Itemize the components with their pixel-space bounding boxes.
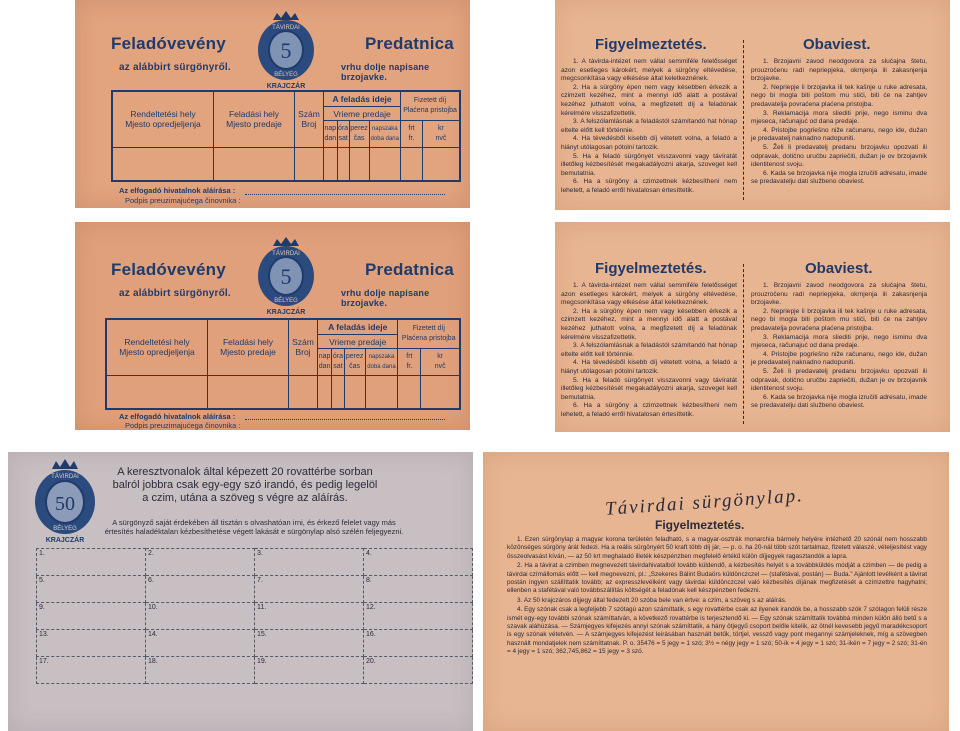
word-cell[interactable]: 18. xyxy=(146,657,255,684)
word-cell[interactable]: 1. xyxy=(37,549,146,576)
signature-line[interactable] xyxy=(245,419,445,420)
letter-text: 1. Ezen sürgönylap a magyar korona területén feladható, s a magyar-osztrák monarchia bármely helyére intézhető 20 szónál nem hosszabb közönséges sürgöny árát fedezi. Ha a reális sürgönyért 50 kraft több díj jár, — p. o. ha 20-nál több szót tartalmaz, fizetett válaszé, vételjesítést vagy összeolvasást kíván, — az 50 krt meghaladó illeték készpénzben megfelelő értékű külön díjjegyek ragasztandók a lapra. 2. Ha a távirat a czimben megnevezett távirdahivatalból tovább küldendő, a kézbesítés helyét s a továbbküldés módját a czimben — de pedig a távirdai czímállomás előtt — kell megnevezni, pl.: „Szekeres Bálint Budaörs küldönczczel — (stafétával, postán) — Buda." Ajánlott levélként a távirat postán ingyen szállíttatik tovább; az expresszlevélként vagy távirdai küldönczczel való kézbesítés díjának megfizetését a czímzettre hagyhatni; ellenben a stafétával való továbbszállítás költségét a feladónak kell készpénzben fedezni. 3. Az 50 krajczáros díjjegy által fedezett 20 szóba bele van értve: a czím, a szöveg s az aláírás. 4. Egy szónak csak a legfeljebb 7 szótagú azon számíttatik, s egy rovattérbe csak az ilyenek irandók be, a hosszabb szók 7 szótagon felüli része ismét egy-egy további szónak számíttatván, a következő rovattérbe is terjesztendő ki. — Egy szónak számíttatik továbbá minden külön álló betű s a szavak aláhúzása. — Számjegyes kifejezés annyi szónak számíttatik, a hány ötjegyű csoport belőle kitelik, az ötnél kevesebb jegyű maradékcsoport is egy szónak vétetvén. — A számjegyes kifejezést leirásában használt betűk, törtjel, vessző vagy pont megannyi számjeleknek, míg a szövegben használt mondatjelek nem számíttatnak. P. o. 35476 = 5 jegy = 1 szó; 3½ = négy jegy = 1 szó; 50-ik = 4 jegy = 1 szó; 31-ikén = 7 jegy = 2 szó; 31-én = 4 jegy = 1 szó; 362,745,862 = 15 jegy = 3 szó. xyxy=(507,536,927,656)
word-cell[interactable]: 11. xyxy=(255,603,364,630)
stamp-seal-icon xyxy=(255,10,317,90)
word-cell[interactable]: 5. xyxy=(37,576,146,603)
seal-value: 5 xyxy=(280,38,292,63)
seal-bottom-text: BÉLYEG xyxy=(53,526,77,532)
warning-title-hu: Figyelmeztetés. xyxy=(595,260,707,277)
warning-card-1 xyxy=(555,0,950,210)
word-cell[interactable]: 13. xyxy=(37,630,146,657)
seal-top-text: TÁVIRDAI xyxy=(272,251,300,257)
form-note: A sürgönyző saját érdekében áll tisztán s olvashatóan irni, és érkező felelet vagy más értesítés haladéktalan kézbesíthetése végett lakását e sürgönylap alsó szélén feljegyezni. xyxy=(104,518,404,536)
receipt-card-1 xyxy=(75,0,470,208)
form-cell[interactable] xyxy=(295,147,324,181)
title-hr: Predatnica xyxy=(365,260,454,279)
word-cell[interactable]: 16. xyxy=(364,630,473,657)
col-fee-hu: Fizetett díj xyxy=(413,96,447,104)
signature-line[interactable] xyxy=(245,194,445,195)
col-origin-hu: Feladási hely xyxy=(228,109,280,120)
subtitle-hu: az alábbirt sürgönyről. xyxy=(119,62,231,73)
seal-currency: KRAJCZÁR xyxy=(266,309,306,316)
word-cell[interactable]: 2. xyxy=(146,549,255,576)
seal-value: 5 xyxy=(280,264,292,289)
form-cell[interactable] xyxy=(214,147,295,181)
col-destination-hu: Rendeltetési hely xyxy=(130,109,196,120)
title-hu: Feladóvevény xyxy=(111,34,226,53)
word-cell[interactable]: 12. xyxy=(364,603,473,630)
seal-bottom-text: BÉLYEG xyxy=(274,298,298,304)
title-hu: Feladóvevény xyxy=(111,260,226,279)
warning-title-hu: Figyelmeztetés. xyxy=(595,36,707,53)
word-cell[interactable]: 9. xyxy=(37,603,146,630)
word-cell[interactable]: 7. xyxy=(255,576,364,603)
column-divider xyxy=(743,40,744,200)
seal-top-text: TÁVIRDAI xyxy=(51,474,79,480)
warning-text-hr: 1. Brzojavni zavod neodgovora za slučajna štetu, prouzročenu radi nepriepjeka, okrnjenja ili zakasnjenja brzojavke. 2. Nepriepje li brzojavka ili tek kašnje u ruke adresata, nego bi mogla biti poštom mu stići, biti će na zahtjev predavatelja povraćena plaćena pristojba. 3. Reklamacija mora sliediti prije, nego isminu dva mjeseca, računajuć od dana predaje. 4. Pristojbe pogriešno niže računanu, nego ide, dužan je predavatelj naknadno nadopuniti. 5. Želi li predavatelj predanu brzojavku opozvati ili odpravak, dotično uručbu zapriečiti, dužan je ov brzojavnik identitenost svoju. 6. Kada se brzojavka nije mogla izručiti adresatu, imade se predavatelju dati službeno obaviest. xyxy=(751,58,927,186)
word-cell[interactable]: 14. xyxy=(146,630,255,657)
form-cell[interactable] xyxy=(112,147,214,181)
col-time-hu: A feladás ideje xyxy=(332,94,392,105)
seal-bottom-text: BÉLYEG xyxy=(274,72,298,78)
warning-text-hu: 1. A távirda-intézet nem vállal semmiféle felelősséget azon esetleges károkért, melyek a sürgöny eltévedése, megcsonkítása vagy elkésése által keletkeznének. 2. Ha a sürgöny épen nem vagy késebben érkezik a czimzett kezéhez, mint a mennyi idő alatt a postával kezéhez juthatott volna, a megfizetett díj a feladónak kérelmére visszafizettetik. 3. A felszólamlásnak a feladástól számítandó hat hónap eltelte előtt kell történnie. 4. Ha tévedésből kisebb díj vétetett volna, a feladó a hiányt utólagosan pótolni tartozik. 5. Ha a feladó sürgönyét visszavonni vagy távíratát illetőleg kézbesítését megakadályozni akarja, szoveget kell bemutatnia. 6. Ha a sürgöny a czimzettnek kézbesítheni nem lehetett, a feladó erről hivatalosan értesíttetik. xyxy=(561,282,737,418)
signature-label-hr: Podpis preuzimajućega činovnika : xyxy=(125,196,241,205)
subtitle-hr: vrhu dolje napisane brzojavke. xyxy=(341,62,430,82)
letter-title: Távirdai sürgönylap. xyxy=(604,485,805,520)
col-number-hr: Broj xyxy=(301,119,317,130)
telegram-letter-card xyxy=(483,452,949,731)
seal-currency: KRAJCZÁR xyxy=(266,83,306,90)
form-cell[interactable] xyxy=(106,375,208,409)
form-cell[interactable] xyxy=(289,375,318,409)
subtitle-hr: vrhu dolje napisane brzojavke. xyxy=(341,288,430,308)
stamp-seal-icon xyxy=(32,458,98,544)
letter-subtitle: Figyelmeztetés. xyxy=(655,518,745,532)
word-cell[interactable]: 10. xyxy=(146,603,255,630)
warning-card-2 xyxy=(555,222,950,432)
warning-text-hu: 1. A távirda-intézet nem vállal semmiféle felelősséget azon esetleges károkért, melyek a sürgöny eltévedése, megcsonkítása vagy elkésése által keletkeznének. 2. Ha a sürgöny épen nem vagy késebben érkezik a czimzett kezéhez, mint a mennyi idő alatt a postával kezéhez juthatott volna, a megfizetett díj a feladónak kérelmére visszafizettetik. 3. A felszólamlásnak a feladástól számítandó hat hónap eltelte előtt kell történnie. 4. Ha tévedésből kisebb díj vétetett volna, a feladó a hiányt utólagosan pótolni tartozik. 5. Ha a feladó sürgönyét visszavonni vagy távíratát illetőleg kézbesítését megakadályozni akarja, szoveget kell bemutatnia. 6. Ha a sürgöny a czimzettnek kézbesítheni nem lehetett, a feladó erről hivatalosan értesíttetik. xyxy=(561,58,737,194)
subtitle-hu: az alábbirt sürgönyről. xyxy=(119,288,231,299)
title-hr: Predatnica xyxy=(365,34,454,53)
col-destination-hr: Mjesto opredjeljenja xyxy=(125,119,201,130)
seal-value: 50 xyxy=(55,493,75,515)
receipt-form-table: Rendeltetési hely Mjesto opredjeljenja Feladási hely Mjesto predaje Szám Broj A feladás ideje Fizetett díj Plaćena pristojba Vrieme predaje nap dan óra sat perez čas napszaka doba dana frt fr. kr nvč xyxy=(111,90,461,182)
word-cell[interactable]: 17. xyxy=(37,657,146,684)
form-cell[interactable] xyxy=(208,375,289,409)
word-cell[interactable]: 4. xyxy=(364,549,473,576)
col-origin-hr: Mjesto predaje xyxy=(226,119,282,130)
word-cell[interactable]: 3. xyxy=(255,549,364,576)
column-divider xyxy=(743,264,744,424)
word-cell[interactable]: 19. xyxy=(255,657,364,684)
warning-title-hr: Obaviest. xyxy=(803,36,871,53)
word-cell[interactable]: 15. xyxy=(255,630,364,657)
receipt-form-table: Rendeltetési hely Mjesto opredjeljenja Feladási hely Mjesto predaje Szám Broj A feladás ideje Fizetett díj Plaćena pristojba Vrieme predaje nap dan óra sat perez čas napszaka doba dana frt fr. kr nvč xyxy=(105,318,461,410)
warning-title-hr: Obaviest. xyxy=(805,260,873,277)
receipt-card-2 xyxy=(75,222,470,430)
telegram-form-card xyxy=(8,452,473,731)
col-time-hr: Vrieme predaje xyxy=(333,108,391,119)
signature-label-hu: Az elfogadó hivatalnok aláírása : xyxy=(119,186,236,195)
word-cell[interactable]: 6. xyxy=(146,576,255,603)
col-fee-hr: Plaćena pristojba xyxy=(403,106,457,114)
warning-text-hr: 1. Brzojavni zavod neodgovora za slučajna štetu, prouzročenu radi nepriepjeka, okrnjenja ili zakasnjenja brzojavke. 2. Nepriepje li brzojavka ili tek kašnje u ruke adresata, nego bi mogla biti poštom mu stići, biti će na zahtjev predavatelja povraćena plaćena pristojba. 3. Reklamacija mora sliediti prije, nego isminu dva mjeseca, računajuć od dana predaje. 4. Pristojbe pogriešno niže računanu, nego ide, dužan je predavatelj naknadno nadopuniti. 5. Želi li predavatelj predanu brzojavku opozvati ili odpravak, dotično uručbu zapriečiti, dužan je ov brzojavnik identitenost svoju. 6. Kada se brzojavka nije mogla izručiti adresatu, imade se predavatelju dati službeno obaviest. xyxy=(751,282,927,410)
seal-currency: KRAJCZÁR xyxy=(45,537,85,544)
seal-top-text: TÁVIRDAI xyxy=(272,25,300,31)
stamp-seal-icon xyxy=(255,236,317,316)
word-cell[interactable]: 8. xyxy=(364,576,473,603)
form-heading: A keresztvonalok által képezett 20 rovattérbe sorban balról jobbra csak egy-egy szó irandó, és pedig legelöl a czim, utána a szöveg s végre az aláírás. xyxy=(112,466,378,504)
signature-label-hu: Az elfogadó hivatalnok aláírása : xyxy=(119,412,236,421)
word-cell[interactable]: 20. xyxy=(364,657,473,684)
col-number-hu: Szám xyxy=(298,109,320,120)
signature-label-hr: Podpis preuzimajućega činovnika : xyxy=(125,421,241,430)
word-grid xyxy=(36,548,473,684)
